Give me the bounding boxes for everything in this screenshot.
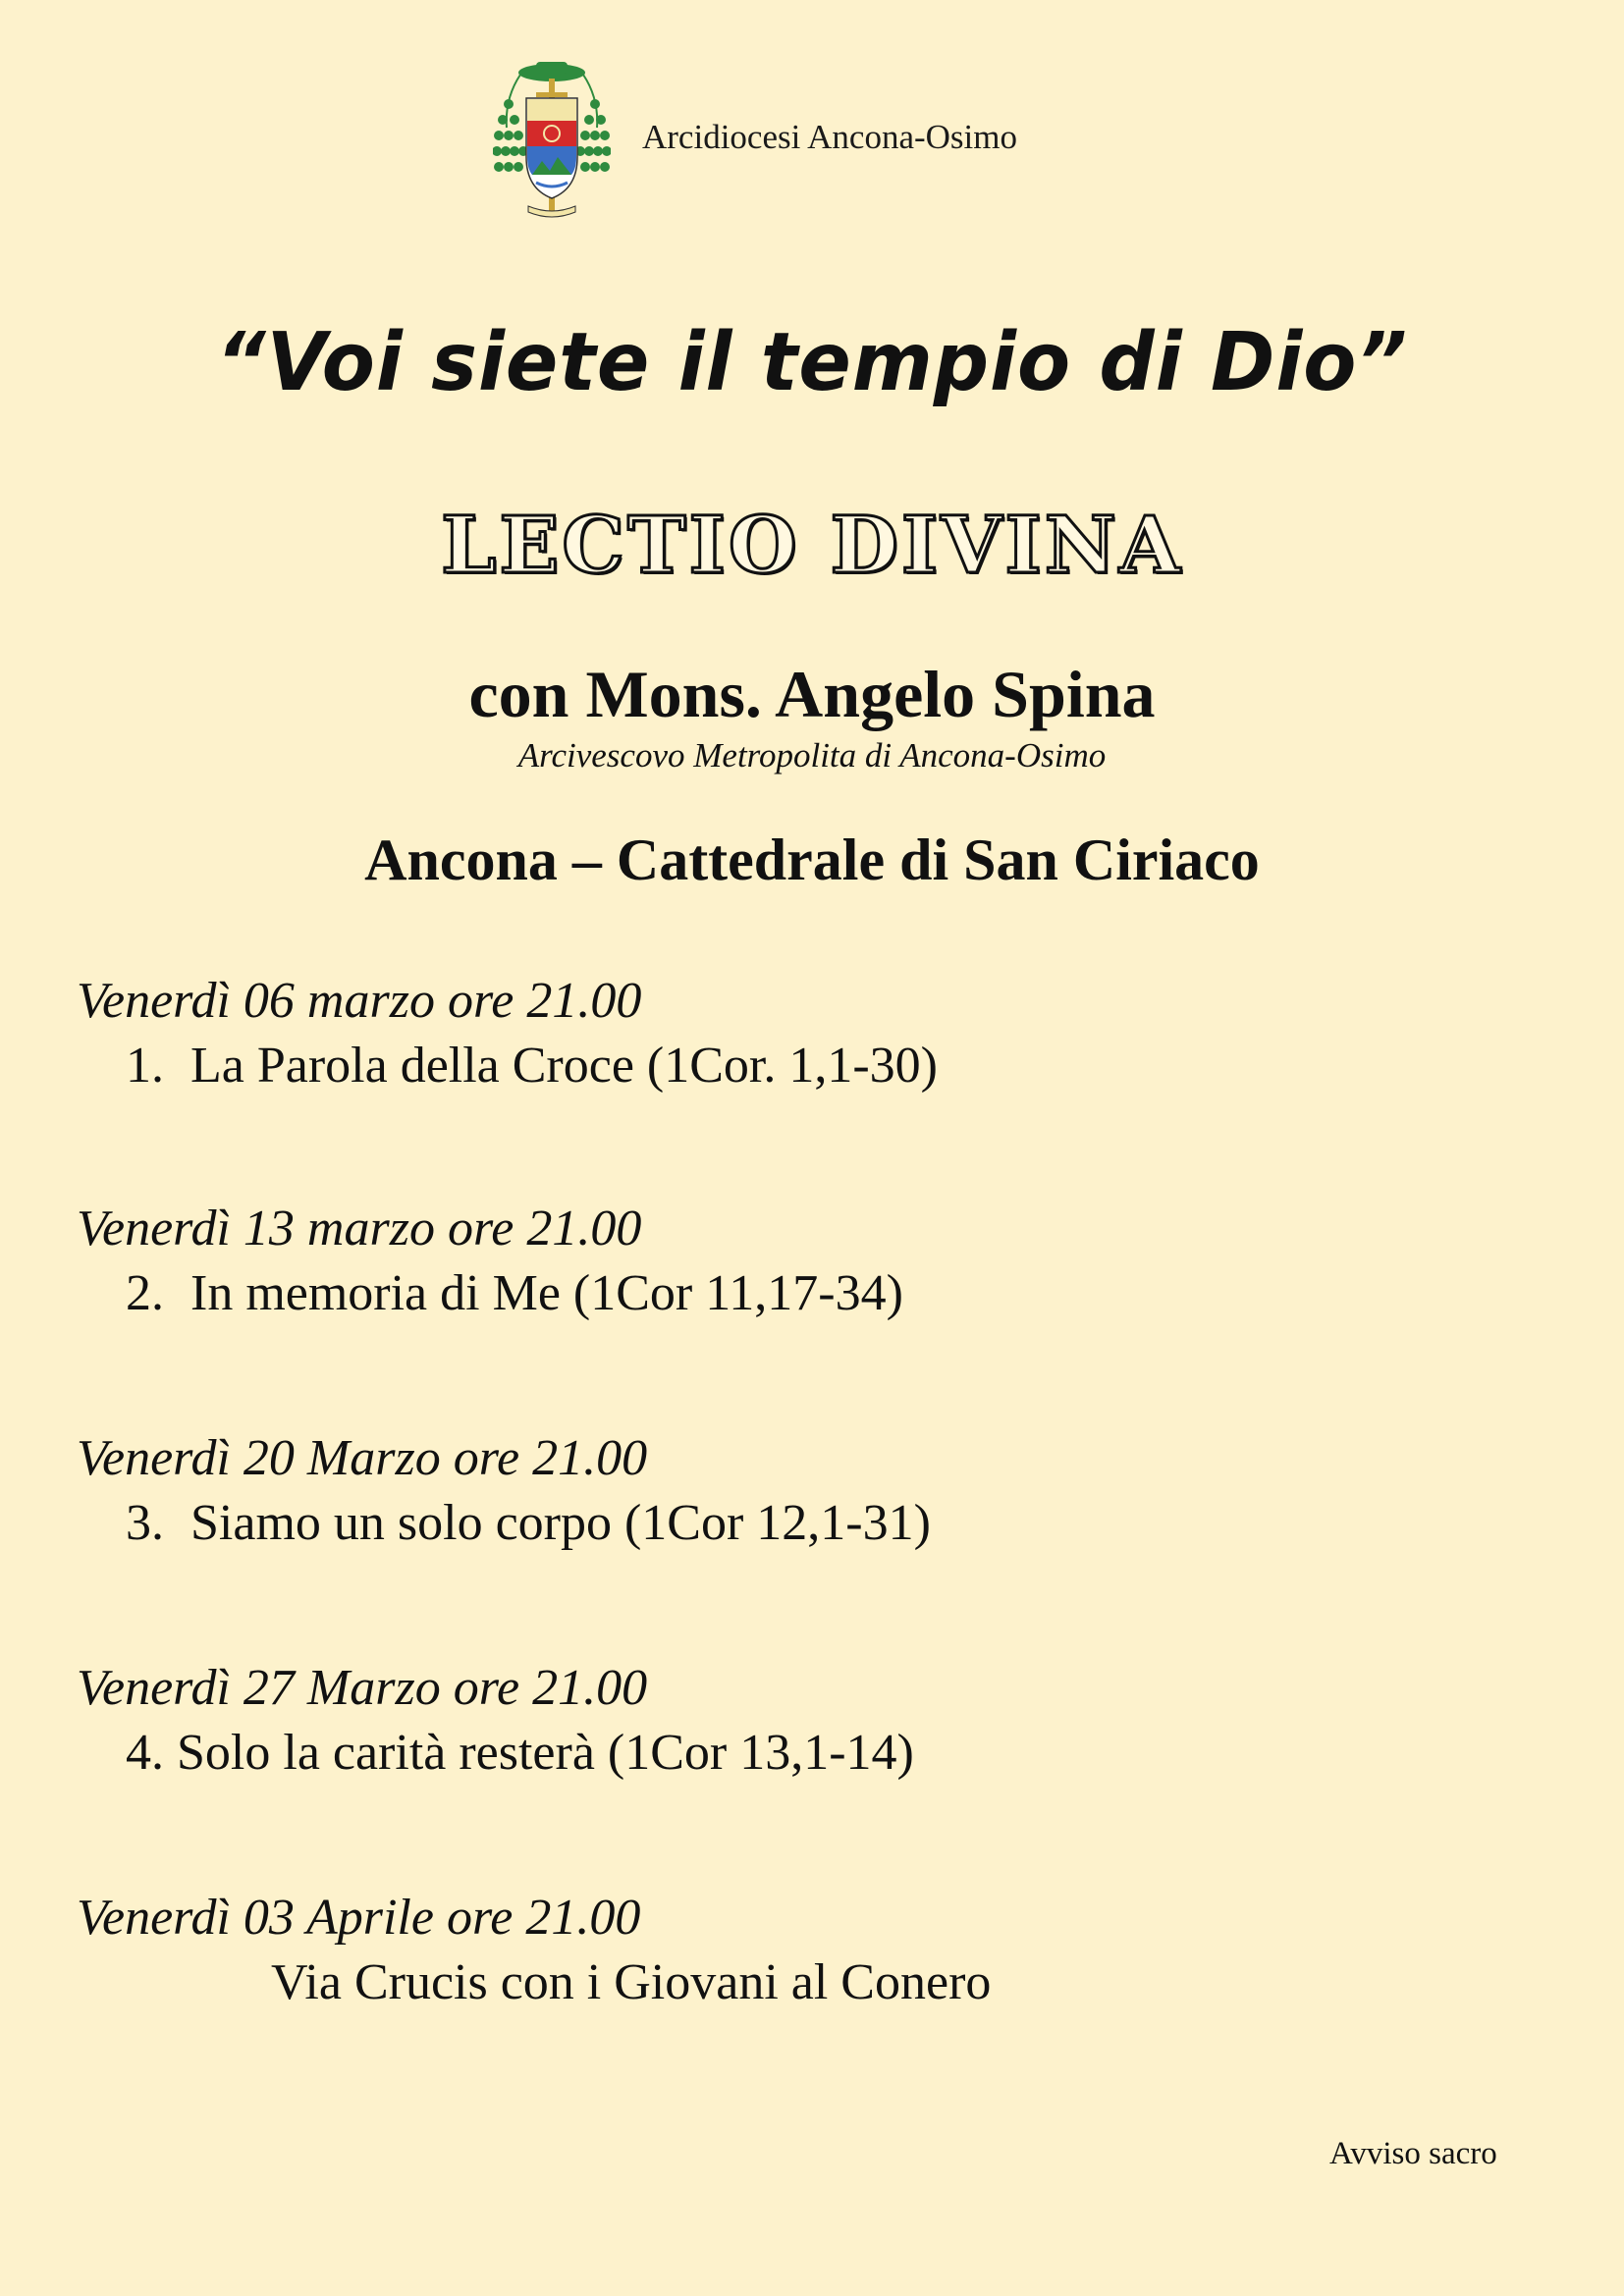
schedule-item <box>126 1264 903 1322</box>
schedule-number: 4. <box>126 1725 164 1781</box>
diocese-name: Arcidiocesi Ancona-Osimo <box>642 118 1017 156</box>
coat-of-arms-icon <box>493 59 611 228</box>
schedule-item <box>126 1037 938 1095</box>
schedule-item <box>126 1494 931 1552</box>
schedule-date: Venerdì 06 marzo ore 21.00 <box>77 973 642 1029</box>
schedule-number: 1. <box>126 1038 164 1094</box>
final-event-date: Venerdì 03 Aprile ore 21.00 <box>77 1890 641 1946</box>
schedule-topic: Solo la carità resterà (1Cor 13,1-14) <box>177 1725 914 1781</box>
schedule-number: 2. <box>126 1265 164 1321</box>
event-title: LECTIO DIVINA <box>441 499 1183 591</box>
presenter-role: Arcivescovo Metropolita di Ancona-Osimo <box>517 736 1107 774</box>
schedule-date: Venerdì 13 marzo ore 21.00 <box>77 1201 642 1256</box>
presenter-name: con Mons. Angelo Spina <box>468 657 1156 731</box>
schedule-number: 3. <box>126 1495 164 1551</box>
footer-note: Avviso sacro <box>1329 2136 1497 2171</box>
final-event-topic: Via Crucis con i Giovani al Conero <box>271 1954 992 2010</box>
schedule-date: Venerdì 20 Marzo ore 21.00 <box>77 1430 648 1486</box>
schedule-topic: In memoria di Me (1Cor 11,17-34) <box>190 1265 903 1321</box>
schedule-item <box>126 1724 914 1782</box>
schedule-topic: Siamo un solo corpo (1Cor 12,1-31) <box>190 1495 931 1551</box>
schedule-topic: La Parola della Croce (1Cor. 1,1-30) <box>190 1038 938 1094</box>
schedule-date: Venerdì 27 Marzo ore 21.00 <box>77 1660 648 1716</box>
venue: Ancona – Cattedrale di San Ciriaco <box>364 828 1260 892</box>
quote-title: “Voi siete il tempio di Dio” <box>215 316 1408 409</box>
